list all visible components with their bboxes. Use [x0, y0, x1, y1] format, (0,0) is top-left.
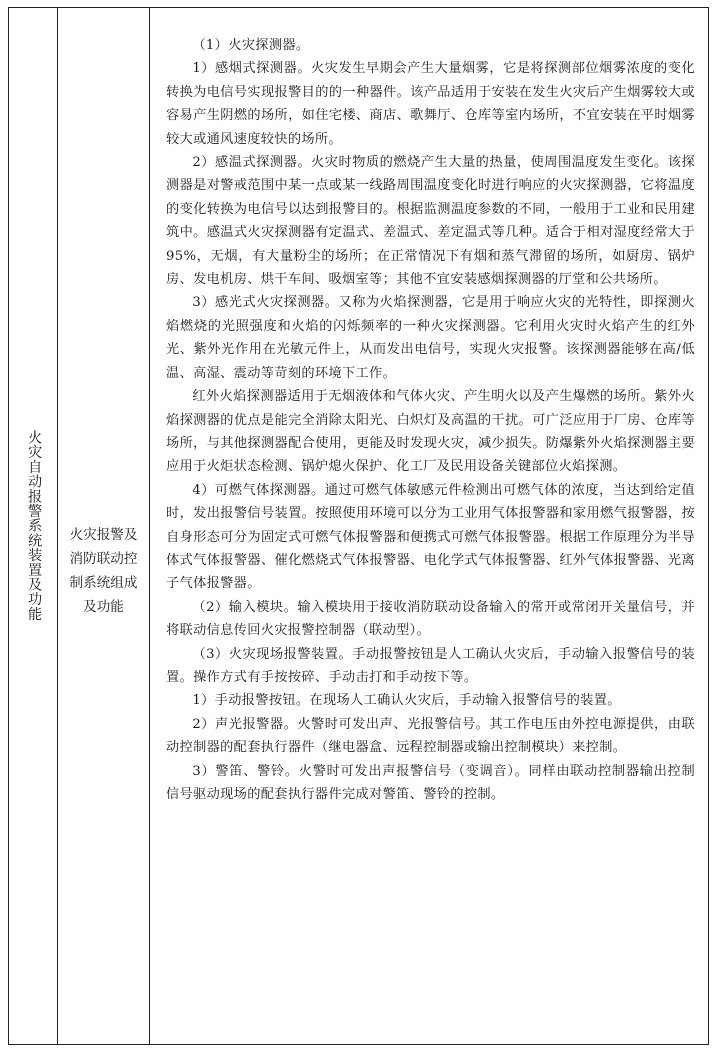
paragraph: 4）可燃气体探测器。通过可燃气体敏感元件检测出可燃气体的浓度，当达到给定值时，发出报警信号装置。按照使用环境可以分为工业用气体报警器和家用燃气报警器，按自身形态可分为固定式可燃气体报警器和便携式可燃气体报警器。根据工作原理分为半导体式气体报警器、催化燃烧式气体报警器、电化学式气体报警器、红外气体报警器、光离子气体报警器。	[166, 482, 695, 592]
category-cell	[9, 8, 58, 1044]
paragraph: （1）火灾探测器。	[192, 38, 310, 53]
paragraph: 2）声光报警器。火警时可发出声、光报警信号。其工作电压由外控电源提供，由联动控制器的配套执行器件（继电器盒、远程控制器或输出控制模块）来控制。	[166, 716, 695, 756]
paragraph: 2）感温式探测器。火灾时物质的燃烧产生大量的热量，使周围温度发生变化。该探测器是对警戒范围中某一点或某一线路周围温度变化时进行响应的火灾探测器，它将温度的变化转换为电信号以达到报警目的。根据监测温度参数的不同，一般用于工业和民用建筑中。感温式火灾探测器有定温式、差温式、差定温式等几种。适合于相对湿度经常大于95%，无烟，有大量粉尘的场所；在正常情况下有烟和蒸气滞留的场所，如厨房、锅炉房、发电机房、烘干车间、吸烟室等；其他不宜安装感烟探测器的厅堂和公共场所。	[166, 155, 695, 288]
description-cell	[150, 8, 708, 1044]
content-table	[8, 7, 709, 1045]
paragraph: 1）手动报警按钮。在现场人工确认火灾后，手动输入报警信号的装置。	[192, 693, 621, 709]
paragraph: 1）感烟式探测器。火灾发生早期会产生大量烟雾，它是将探测部位烟雾浓度的变化转换为电信号实现报警目的的一种器件。该产品适用于安装在发生火灾后产生烟雾较大或容易产生阴燃的场所，如住宅楼、商店、歌舞厅、仓库等室内场所，不宜安装在平时烟雾较大或通风速度较快的场所。	[166, 61, 695, 147]
category-label: 火灾自动报警系统装置及功能	[26, 430, 43, 622]
paragraph: （2）输入模块。输入模块用于接收消防联动设备输入的常开或常闭开关量信号，并将联动信息传回火灾报警控制器（联动型）。	[166, 599, 695, 639]
paragraph: 3）警笛、警铃。火警时可发出声报警信号（变调音）。同样由联动控制器输出控制信号驱动现场的配套执行器件完成对警笛、警铃的控制。	[166, 763, 695, 802]
paragraph: 红外火焰探测器适用于无烟液体和气体火灾、产生明火以及产生爆燃的场所。紫外火焰探测器的优点是能完全消除太阳光、白炽灯及高温的干扰。可广泛应用于厂房、仓库等场所，与其他探测器配合使用，更能及时发现火灾，减少损失。防爆紫外火焰探测器主要应用于火炬状态检测、锅炉熄火保护、化工厂及民用设备关键部位火焰探测。	[166, 389, 695, 475]
subcategory-cell	[58, 8, 150, 1044]
subcategory-label: 火灾报警及消防联动控制系统组成及功能	[69, 527, 138, 615]
paragraph: 3）感光式火灾探测器。又称为火焰探测器，它是用于响应火灾的光特性，即探测火焰燃烧的光照强度和火焰的闪烁频率的一种火灾探测器。它利用火灾时火焰产生的红外光、紫外光作用在光敏元件上，从而发出电信号，实现火灾报警。该探测器能够在高/低温、高湿、震动等苛刻的环境下工作。	[166, 295, 695, 381]
paragraph: （3）火灾现场报警装置。手动报警按钮是人工确认火灾后，手动输入报警信号的装置。操作方式有手按按碎、手动击打和手动按下等。	[166, 646, 695, 685]
